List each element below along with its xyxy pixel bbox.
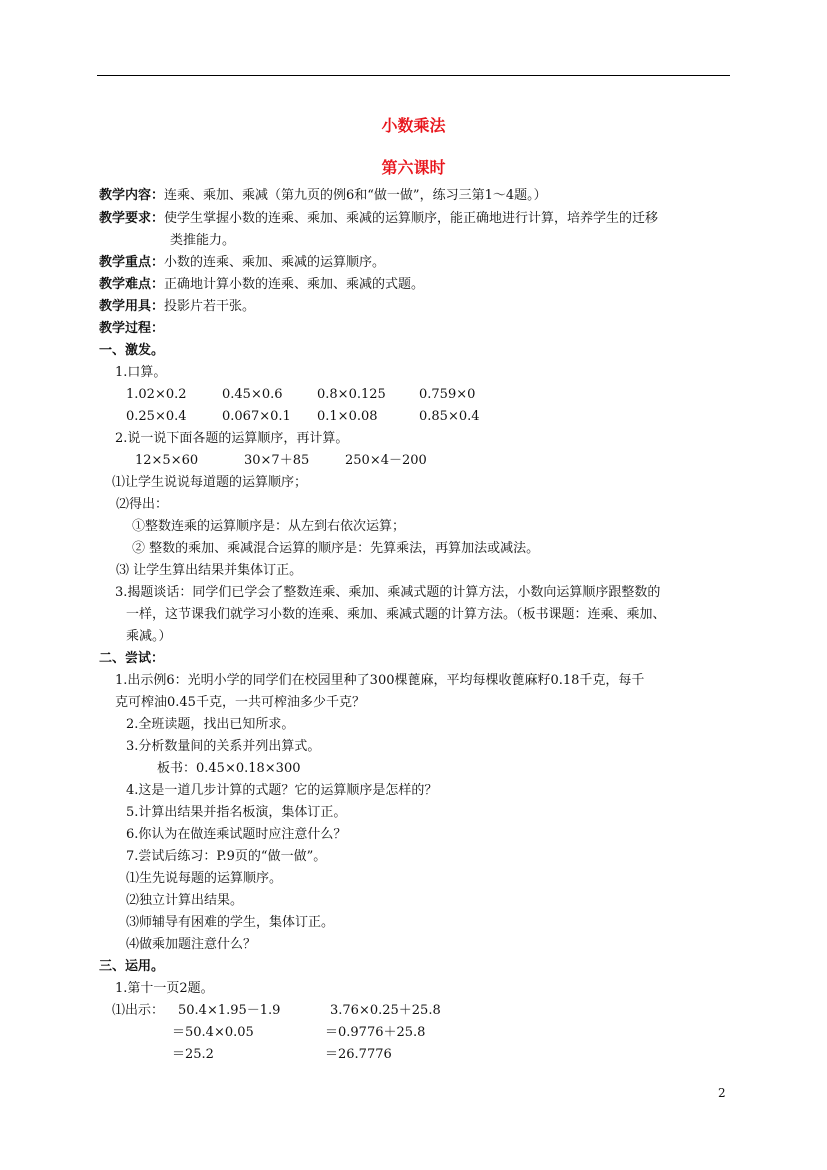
oral-row-1-d: 0.759×0 <box>419 387 476 402</box>
s1-conclusion-1: ①整数连乘的运算顺序是：从左到右依次运算； <box>132 519 406 534</box>
requirement-text-cont: 类推能力。 <box>170 233 236 248</box>
example-b-line-2: ＝0.9776＋25.8 <box>325 1025 426 1040</box>
requirement-text: 使学生掌握小数的连乘、乘加、乘减的运算顺序，能正确地进行计算，培养学生的迁移 <box>164 211 659 226</box>
s1-point-1: ⑴让学生说说每道题的运算顺序； <box>112 475 308 490</box>
s2-item-1-line-2: 克可榨油0.45千克，一共可榨油多少千克？ <box>115 695 365 710</box>
s3-show-label: ⑴出示： <box>112 1003 165 1018</box>
oral-row-2-a: 0.25×0.4 <box>126 409 187 424</box>
s1-conclusion-2: ② 整数的乘加、乘减混合运算的顺序是：先算乘法，再算加法或减法。 <box>132 541 540 556</box>
s3-item-1: 1.第十一页2题。 <box>115 981 214 996</box>
section-2-heading: 二、尝试： <box>99 651 165 666</box>
key-point-label: 教学重点： <box>99 255 165 270</box>
calc-b: 30×7＋85 <box>244 453 310 468</box>
calc-c: 250×4－200 <box>345 453 427 468</box>
s1-item-3-line-3: 乘减。） <box>126 629 172 644</box>
requirement-label: 教学要求： <box>99 211 165 226</box>
oral-row-1-b: 0.45×0.6 <box>222 387 283 402</box>
s2-item-6: 6.你认为在做连乘试题时应注意什么？ <box>126 827 347 842</box>
difficulty-label: 教学难点： <box>99 277 165 292</box>
s1-item-2: 2.说一说下面各题的运算顺序，再计算。 <box>115 431 349 446</box>
calc-a: 12×5×60 <box>135 453 199 468</box>
oral-row-2-d: 0.85×0.4 <box>419 409 480 424</box>
s1-item-3-line-2: 一样，这节课我们就学习小数的连乘、乘加、乘减式题的计算方法。（板书课题：连乘、乘加、 <box>126 607 666 622</box>
process-label: 教学过程： <box>99 321 165 336</box>
page-title: 小数乘法 <box>381 116 446 135</box>
key-point-text: 小数的连乘、乘加、乘减的运算顺序。 <box>164 255 386 270</box>
content-line <box>99 185 547 207</box>
oral-row-2-b: 0.067×0.1 <box>222 409 291 424</box>
section-3-heading: 三、运用。 <box>99 959 165 974</box>
s2-point-3: ⑶师辅导有困难的学生，集体订正。 <box>126 915 335 930</box>
s2-item-3: 3.分析数量间的关系并列出算式。 <box>126 739 321 754</box>
s2-point-4: ⑷做乘加题注意什么？ <box>126 937 257 952</box>
requirement-line <box>99 208 658 230</box>
s2-point-2: ⑵独立计算出结果。 <box>126 893 244 908</box>
s2-item-5: 5.计算出结果并指名板演，集体订正。 <box>126 805 347 820</box>
s2-item-7: 7.尝试后练习：P.9页的“做一做”。 <box>126 849 327 864</box>
s1-point-3: ⑶ 让学生算出结果并集体订正。 <box>116 563 303 578</box>
content-label: 教学内容： <box>99 188 165 203</box>
example-b-line-1: 3.76×0.25＋25.8 <box>330 1003 441 1018</box>
tools-line <box>99 296 255 318</box>
oral-row-2-c: 0.1×0.08 <box>317 409 378 424</box>
example-b-line-3: ＝26.7776 <box>325 1047 392 1062</box>
key-point-line <box>99 252 385 274</box>
s2-item-4: 4.这是一道几步计算的式题？它的运算顺序是怎样的？ <box>126 783 438 798</box>
difficulty-line <box>99 274 424 296</box>
s1-item-1: 1.口算。 <box>115 365 167 380</box>
page-subtitle: 第六课时 <box>381 158 446 177</box>
header-rule <box>97 75 730 76</box>
page-number: 2 <box>718 1086 726 1100</box>
s2-item-2: 2.全班读题，找出已知所求。 <box>126 717 295 732</box>
oral-row-1-c: 0.8×0.125 <box>317 387 386 402</box>
s2-board: 板书：0.45×0.18×300 <box>157 761 301 776</box>
oral-row-1-a: 1.02×0.2 <box>126 387 187 402</box>
section-1-heading: 一、激发。 <box>99 343 165 358</box>
s1-point-2: ⑵得出： <box>116 497 169 512</box>
example-a-line-1: 50.4×1.95－1.9 <box>178 1003 281 1018</box>
example-a-line-3: ＝25.2 <box>172 1047 214 1062</box>
s2-item-1-line-1: 1.出示例6：光明小学的同学们在校园里种了300棵蓖麻，平均每棵收蓖麻籽0.18千克，每千 <box>115 673 645 688</box>
tools-text: 投影片若干张。 <box>164 299 256 314</box>
difficulty-text: 正确地计算小数的连乘、乘加、乘减的式题。 <box>164 277 425 292</box>
tools-label: 教学用具： <box>99 299 165 314</box>
s2-point-1: ⑴生先说每题的运算顺序。 <box>126 871 283 886</box>
s1-item-3-line-1: 3.揭题谈话：同学们已学会了整数连乘、乘加、乘减式题的计算方法，小数向运算顺序跟整数的 <box>115 585 661 600</box>
content-text: 连乘、乘加、乘减（第九页的例6和“做一做”，练习三第1～4题。） <box>164 188 547 203</box>
example-a-line-2: ＝50.4×0.05 <box>172 1025 254 1040</box>
